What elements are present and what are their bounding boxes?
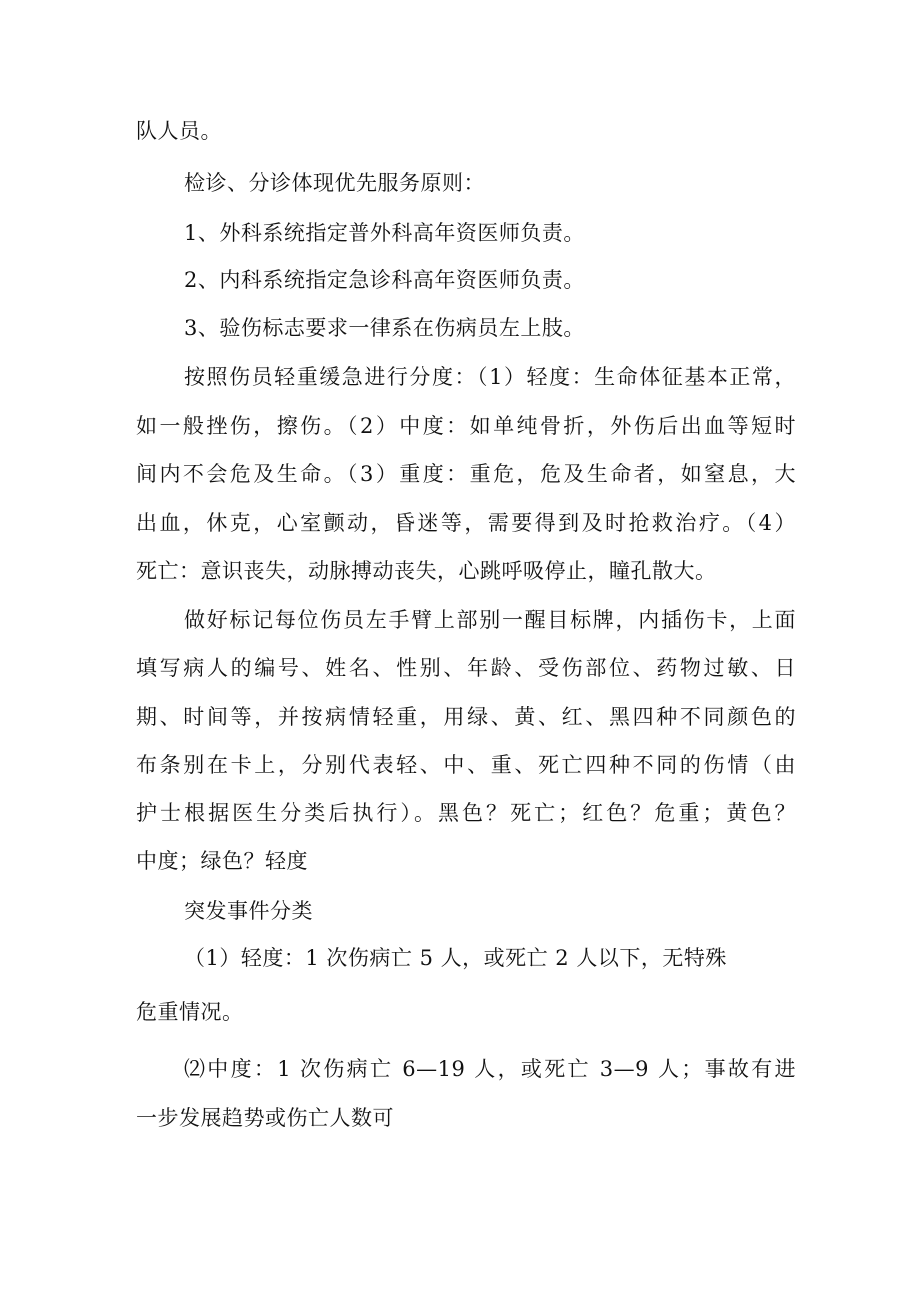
text-line: 3、验伤标志要求一律系在伤病员左上肢。 (184, 316, 585, 340)
text-line: 危重情况。 (136, 1000, 244, 1024)
text-line: 2、内科系统指定急诊科高年资医师负责。 (184, 268, 585, 292)
text-line: 1、外科系统指定普外科高年资医师负责。 (184, 221, 585, 245)
text-line: 期、时间等，并按病情轻重，用绿、黄、红、黑四种不同颜色的 (136, 705, 796, 729)
text-line: 护士根据医生分类后执行）。黑色？死亡；红色？危重；黄色？ (136, 801, 796, 825)
text-line: 布条别在卡上，分别代表轻、中、重、死亡四种不同的伤情（由 (136, 753, 796, 777)
text-line: 队人员。 (136, 119, 222, 143)
text-line: 死亡：意识丧失，动脉搏动丧失，心跳呼吸停止，瞳孔散大。 (136, 559, 717, 583)
text-line: 填写病人的编号、姓名、性别、年龄、受伤部位、药物过敏、日 (136, 656, 796, 680)
text-line: 做好标记每位伤员左手臂上部别一醒目标牌，内插伤卡，上面 (184, 608, 796, 632)
text-line: 中度；绿色？轻度 (136, 849, 308, 873)
text-line: 一步发展趋势或伤亡人数可 (136, 1106, 394, 1130)
text-line: （1）轻度：1 次伤病亡 5 人，或死亡 2 人以下，无特殊 (184, 946, 727, 970)
text-line: ⑵中度：1 次伤病亡 6—19 人，或死亡 3—9 人；事故有进 (184, 1057, 796, 1081)
text-line: 间内不会危及生命。（3）重度：重危，危及生命者，如窒息，大 (136, 462, 796, 486)
text-line: 按照伤员轻重缓急进行分度：（1）轻度：生命体征基本正常， (184, 365, 796, 389)
text-line: 如一般挫伤，擦伤。（2）中度：如单纯骨折，外伤后出血等短时 (136, 414, 796, 438)
text-line: 检诊、分诊体现优先服务原则： (184, 171, 485, 195)
text-line: 出血，休克，心室颤动，昏迷等，需要得到及时抢救治疗。（4） (136, 511, 796, 535)
text-line: 突发事件分类 (184, 899, 313, 923)
